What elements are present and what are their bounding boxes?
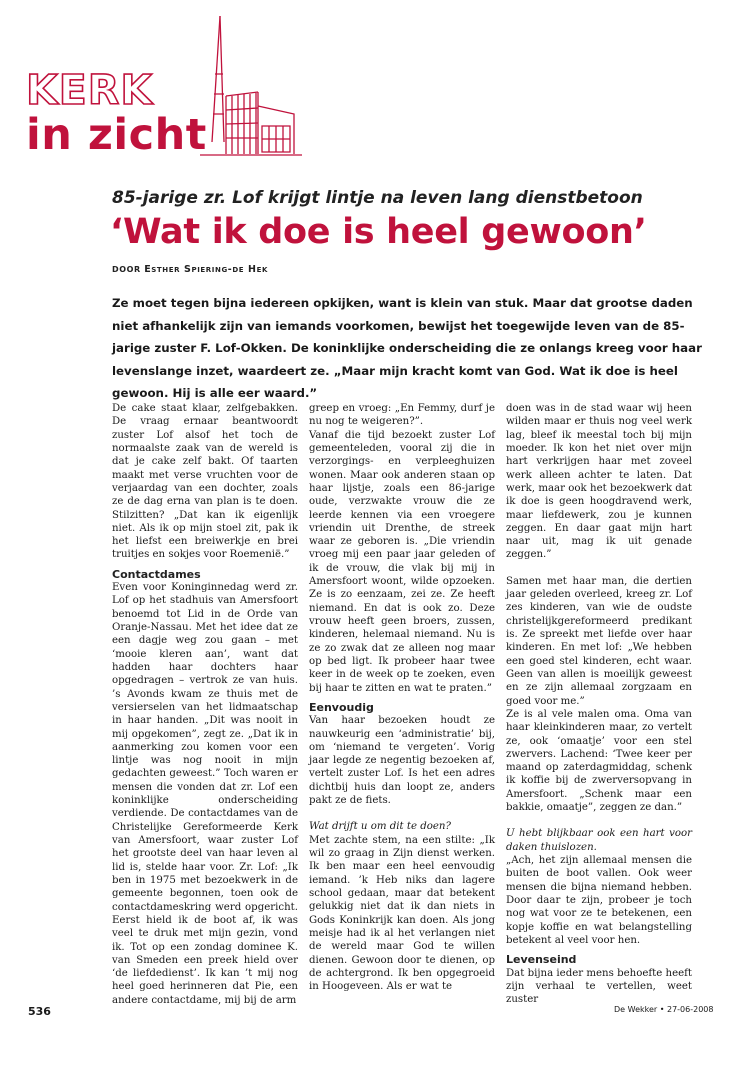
byline-prefix: DOOR xyxy=(112,265,145,274)
page-number: 536 xyxy=(28,1005,51,1018)
paragraph: Van haar bezoeken houdt ze nauwkeurig een ‘administratie’ bij, om ‘niemand te vergeten’. Vorig jaar legde ze negentig bezoeken af, vertelt zuster Lof. Is het een adres dichtbij huis dan loopt ze, anders pakt ze de fiets. xyxy=(309,715,495,807)
masthead-in-zicht: in zicht xyxy=(26,110,207,160)
article-kicker: 85-jarige zr. Lof krijgt lintje na leven lang dienstbetoon xyxy=(112,188,643,208)
subheading-contactdames: Contactdames xyxy=(112,567,201,581)
interview-question: U hebt blijkbaar ook een hart voor daken thuislozen. xyxy=(506,828,692,853)
paragraph: Met zachte stem, na een stilte: „Ik wil zo graag in Zijn dienst werken. Ik ben maar een heel eenvoudig iemand. ’k Heb niks dan lagere school gedaan, maar dat betekent gelukkig niet dat ik dan niets in Gods Koninkrijk kan doen. Als jong meisje had ik al het verlangen niet de wereld maar God te willen dienen. Gewoon door te dienen, op de achtergrond. Ik ben opgegroeid in Hoogeveen. Als er wat te xyxy=(309,834,495,993)
publication-footer: De Wekker • 27-06-2008 xyxy=(614,1005,714,1014)
article-intro: Ze moet tegen bijna iedereen opkijken, want is klein van stuk. Maar dat grootse daden niet afhankelijk zijn van iemands voorkomen, bewijst het toegewijde leven van de 85-jarige zuster F. Lof-Okken. De koninklijke onderscheiding die ze onlangs kreeg voor haar levenslange inzet, waardeert ze. „Maar mijn kracht komt van God. Wat ik doe is heel gewoon. Hij is alle eer waard.” xyxy=(112,296,702,400)
paragraph: Dat bijna ieder mens behoefte heeft zijn verhaal te vertellen, weet zuster xyxy=(506,967,692,1006)
paragraph: greep en vroeg: „En Femmy, durf je nu nog te weigeren?”. xyxy=(309,403,495,428)
paragraph: „Ach, het zijn allemaal mensen die buiten de boot vallen. Ook weer mensen die bijna niemand hebben. Door daar te zijn, probeer je toch nog wat voor ze te betekenen, een kopje koffie en wat belangstelling betekent al veel voor hen. xyxy=(506,855,692,946)
paragraph: Samen met haar man, die dertien jaar geleden overleed, kreeg zr. Lof zes kinderen, van wie de oudste christelijkgereformeerd predikant is. Ze spreekt met liefde over haar kinderen. En met lof: „We hebben een goed stel kinderen, echt waar. Geen van allen is moeilijk geweest en ze zijn allemaal zorgzaam en goed voor me.” xyxy=(506,575,692,707)
article-byline xyxy=(112,264,268,275)
church-tower-icon xyxy=(196,14,306,164)
article-column-3 xyxy=(506,402,692,1006)
article-column-2 xyxy=(309,402,495,993)
subheading-levenseind: Levenseind xyxy=(506,953,577,967)
paragraph: Even voor Koninginnedag werd zr. Lof op het stadhuis van Amersfoort benoemd tot Lid in de Orde van Oranje-Nassau. Met het idee dat ze een dagje weg zou gaan – met ‘mooie kleren aan’, want dat hadden haar dochters haar opgedragen – vertrok ze van huis. ’s Avonds kwam ze thuis met de versierselen van het lidmaatschap in haar handen. „Dit was nooit in mij opgekomen”, zegt ze. „Dat ik in aanmerking zou komen voor een lintje was nog nooit in mijn gedachten geweest.” Toch waren er mensen die vonden dat zr. Lof een koninklijke onderscheiding verdiende. De contactdames van de Christelijke Gereformeerde Kerk van Amersfoort, waar zuster Lof het grootste deel van haar leven al lid is, stelde haar voor. Zr. Lof: „Ik ben in 1975 met bezoekwerk in de gemeente begonnen, toen ook de contactdameskring werd opgericht. Eerst hield ik de boot af, ik was veel te druk met mijn gezin, vond ik. Tot op een zondag dominee K. van Smeden een preek hield over ‘de liefdedienst’. Ik kan ’t mij nog heel goed herinneren dat Pie, een andere contactdame, mij bij de arm xyxy=(112,582,298,1006)
paragraph: Ze is al vele malen oma. Oma van haar kleinkinderen maar, zo vertelt ze, ook ‘omaatje’ voor een stel zwervers. Lachend: ‘Twee keer per maand op zaterdagmiddag, schenk ik koffie bij de zwerversopvang in Amersfoort. „Schenk maar een bakkie, omaatje”, zeggen ze dan.” xyxy=(506,708,692,814)
masthead-kerk: KERK xyxy=(26,66,154,114)
paragraph: doen was in de stad waar wij heen wilden maar er thuis nog veel werk lag, bleef ik meestal toch bij mijn moeder. Ik kon het niet over mijn hart verkrijgen haar met zoveel werk alleen achter te laten. Dat werk, maar ook het bezoekwerk dat ik doe is geen hoogdravend werk, maar liefdewerk, zou je kunnen zeggen. En daar gaat mijn hart naar uit, mag ik uit genade zeggen.” xyxy=(506,403,692,561)
interview-question: Wat drijft u om dit te doen? xyxy=(309,821,451,833)
paragraph: De cake staat klaar, zelfgebakken. De vraag ernaar beantwoordt zuster Lof alsof het toch de normaalste zaak van de wereld is dat je cake zelf bakt. Of taarten maakt met verse vruchten voor de verjaardag van een dochter, zoals ze de dag erna van plan is te doen. Stilzitten? „Dat kan ik eigenlijk niet. Als ik op mijn stoel zit, pak ik het liefst een breiwerkje en brei truitjes en sokjes voor Roemenië.” xyxy=(112,403,298,561)
article-column-1 xyxy=(112,402,298,1007)
article-headline: ‘Wat ik doe is heel gewoon’ xyxy=(110,212,647,252)
paragraph: Vanaf die tijd bezoekt zuster Lof gemeenteleden, vooral zij die in verzorgings- en verpleeghuizen wonen. Maar ook anderen staan op haar lijstje, zoals een 86-jarige oude, verzwakte vrouw die ze leerde kennen via een vroegere vriendin uit Drenthe, de streek waar ze geboren is. „Die vriendin vroeg mij een paar jaar geleden of ik de vrouw, die vlak bij mij in Amersfoort woont, wilde opzoeken. Ze is zo eenzaam, zei ze. Ze heeft niemand. En dat is ook zo. Deze vrouw heeft geen broers, zussen, kinderen, helemaal niemand. Nu is ze zo zwak dat ze alleen nog maar op bed ligt. Ik probeer haar twee keer in de week op te zoeken, even bij haar te zitten en wat te praten.” xyxy=(309,429,495,694)
subheading-eenvoudig: Eenvoudig xyxy=(309,700,374,714)
byline-author: Esther Spiering-de Hek xyxy=(144,264,268,275)
